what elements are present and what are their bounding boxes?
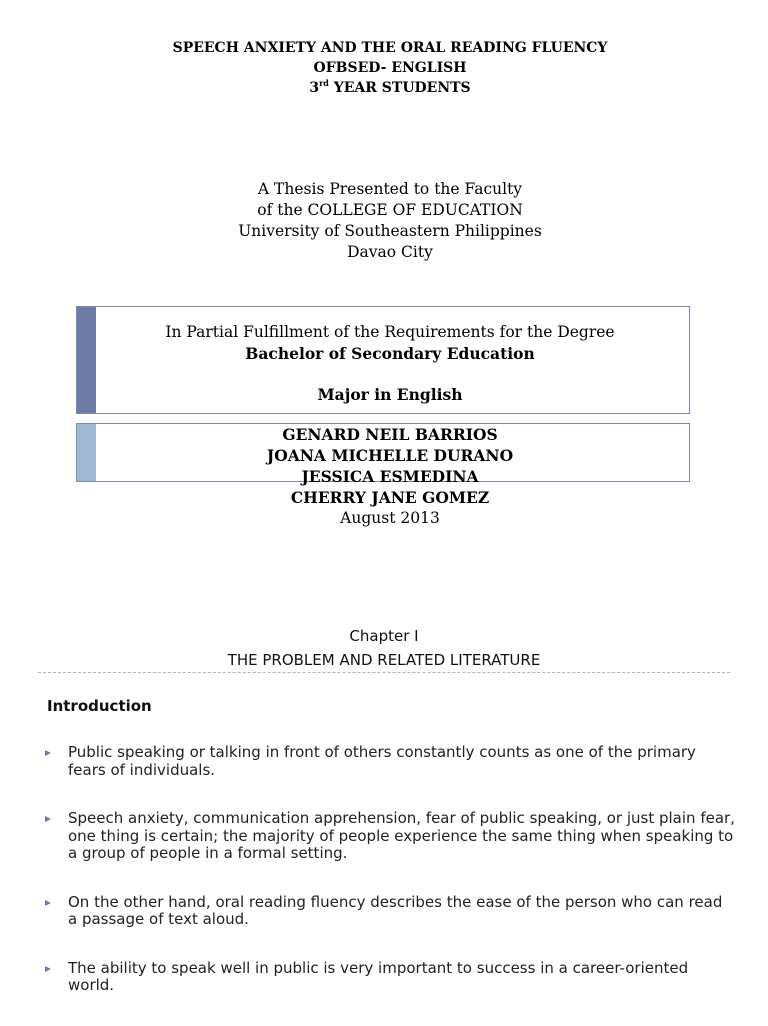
chapter-label: Chapter I <box>349 627 419 645</box>
introduction-bullet-list <box>45 744 735 1026</box>
title-line-1: SPEECH ANXIETY AND THE ORAL READING FLUENCY <box>172 40 608 56</box>
list-item <box>45 810 735 863</box>
bullet-text: The ability to speak well in public is very important to success in a career-oriented world. <box>68 958 689 994</box>
bullet-arrow-icon <box>45 900 51 906</box>
title-line-3 <box>0 78 768 98</box>
bullet-text: On the other hand, oral reading fluency describes the ease of the person who can read a passage of text aloud. <box>68 892 723 928</box>
degree-name: Bachelor of Secondary Education <box>245 344 535 363</box>
year-rest: YEAR STUDENTS <box>328 80 471 96</box>
author-name: GENARD NEIL BARRIOS <box>282 425 498 444</box>
presented-line-3: University of Southeastern Philippines <box>238 222 542 240</box>
fulfillment-line: In Partial Fulfillment of the Requirements for the Degree <box>165 323 615 341</box>
presented-line-4: Davao City <box>347 243 433 261</box>
author-name: CHERRY JANE GOMEZ <box>290 488 490 507</box>
submission-date: August 2013 <box>340 509 440 527</box>
list-item <box>45 894 735 929</box>
chapter-header <box>0 624 768 672</box>
list-item <box>45 960 735 995</box>
year-number: 3 <box>309 80 320 96</box>
author-name: JESSICA ESMEDINA <box>301 467 479 486</box>
bullet-arrow-icon <box>45 966 51 972</box>
list-item <box>45 744 735 779</box>
presented-to-block <box>0 179 768 263</box>
year-ordinal-suffix: rd <box>319 78 329 88</box>
title-line-2: OFBSED- ENGLISH <box>313 60 467 76</box>
bullet-arrow-icon <box>45 816 51 822</box>
bullet-text: Public speaking or talking in front of others constantly counts as one of the primary fears of individuals. <box>68 743 696 779</box>
introduction-heading: Introduction <box>47 697 152 715</box>
bullet-arrow-icon <box>45 750 51 756</box>
fulfillment-spacer <box>0 364 768 384</box>
chapter-title: THE PROBLEM AND RELATED LITERATURE <box>227 651 541 669</box>
bullet-text: Speech anxiety, communication apprehension, fear of public speaking, or just plain fear, one thing is certain; the majority of people experience the same thing when speaking to a group of people in a formal setting. <box>68 809 735 862</box>
fulfillment-text <box>0 322 768 405</box>
presented-line-2: of the COLLEGE OF EDUCATION <box>257 201 523 219</box>
authors-list <box>0 424 768 529</box>
presented-line-1: A Thesis Presented to the Faculty <box>257 180 523 198</box>
author-name: JOANA MICHELLE DURANO <box>266 446 514 465</box>
thesis-title <box>0 38 768 98</box>
major-name: Major in English <box>317 385 463 404</box>
section-divider <box>38 672 730 673</box>
